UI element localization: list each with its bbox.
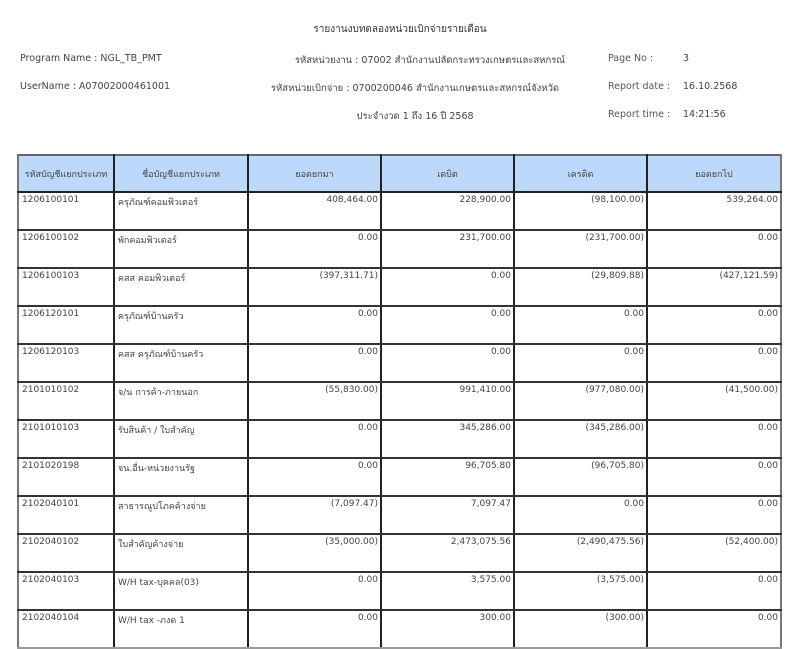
cell-credit: (300.00) (514, 610, 647, 648)
cell-account-code: 2102040102 (18, 534, 114, 572)
cell-account-code: 2101010103 (18, 420, 114, 458)
cell-debit: 300.00 (381, 610, 514, 648)
cell-opening-balance: 408,464.00 (248, 192, 381, 230)
cell-opening-balance: (7,097.47) (248, 496, 381, 534)
table-row (18, 230, 781, 268)
cell-account-name: จ/น การค้า-ภายนอก (114, 382, 248, 420)
cell-opening-balance: 0.00 (248, 230, 381, 268)
table-row (18, 610, 781, 648)
cell-account-code: 1206120103 (18, 344, 114, 382)
table-row (18, 344, 781, 382)
cell-account-name: รับสินค้า / ใบสำคัญ (114, 420, 248, 458)
cell-account-code: 2101010102 (18, 382, 114, 420)
cell-account-code: 2102040103 (18, 572, 114, 610)
cell-opening-balance: (397,311.71) (248, 268, 381, 306)
cell-closing-balance: (427,121.59) (647, 268, 781, 306)
cell-debit: 0.00 (381, 344, 514, 382)
disbursing-unit-info: รหัสหน่วยเบิกจ่าย : 0700200046 สำนักงานเกษตรและสหกรณ์จังหวัด (270, 83, 560, 94)
cell-account-name: จน.อื่น-หน่วยงานรัฐ (114, 458, 248, 496)
cell-credit: (977,080.00) (514, 382, 647, 420)
cell-closing-balance: 0.00 (647, 344, 781, 382)
cell-opening-balance: 0.00 (248, 458, 381, 496)
cell-closing-balance: 0.00 (647, 230, 781, 268)
cell-debit: 7,097.47 (381, 496, 514, 534)
cell-closing-balance: 0.00 (647, 610, 781, 648)
trial-balance-table (17, 154, 782, 649)
cell-closing-balance: 0.00 (647, 420, 781, 458)
cell-account-name: คสส คอมพิวเตอร์ (114, 268, 248, 306)
cell-opening-balance: 0.00 (248, 344, 381, 382)
page-no-value: 3 (683, 53, 690, 64)
cell-account-code: 1206100103 (18, 268, 114, 306)
cell-closing-balance: 0.00 (647, 306, 781, 344)
cell-closing-balance: (52,400.00) (647, 534, 781, 572)
cell-credit: 0.00 (514, 306, 647, 344)
cell-account-code: 1206100101 (18, 192, 114, 230)
cell-debit: 96,705.80 (381, 458, 514, 496)
table-row (18, 192, 781, 230)
cell-closing-balance: 0.00 (647, 458, 781, 496)
cell-account-code: 1206120101 (18, 306, 114, 344)
table-row (18, 572, 781, 610)
report-title: รายงานงบทดลองหน่วยเบิกจ่ายรายเดือน (313, 24, 487, 35)
table-row (18, 534, 781, 572)
column-header-closing-balance: ยอดยกไป (647, 155, 781, 192)
cell-credit: (2,490,475.56) (514, 534, 647, 572)
table-row (18, 420, 781, 458)
table-body (18, 192, 781, 648)
cell-account-name: ครุภัณฑ์คอมพิวเตอร์ (114, 192, 248, 230)
table-row (18, 268, 781, 306)
column-header-account-code: รหัสบัญชีแยกประเภท (18, 155, 114, 192)
cell-account-code: 2101020198 (18, 458, 114, 496)
cell-opening-balance: 0.00 (248, 572, 381, 610)
cell-debit: 3,575.00 (381, 572, 514, 610)
cell-credit: (345,286.00) (514, 420, 647, 458)
cell-credit: (98,100.00) (514, 192, 647, 230)
cell-debit: 345,286.00 (381, 420, 514, 458)
cell-closing-balance: (41,500.00) (647, 382, 781, 420)
cell-debit: 2,473,075.56 (381, 534, 514, 572)
cell-credit: (29,809.88) (514, 268, 647, 306)
report-date-value: 16.10.2568 (683, 81, 738, 92)
cell-account-name: ครุภัณฑ์บ้านครัว (114, 306, 248, 344)
cell-credit: (231,700.00) (514, 230, 647, 268)
program-name: Program Name : NGL_TB_PMT (20, 53, 162, 64)
cell-credit: (96,705.80) (514, 458, 647, 496)
table-header-row (18, 155, 781, 192)
cell-opening-balance: (55,830.00) (248, 382, 381, 420)
cell-opening-balance: (35,000.00) (248, 534, 381, 572)
cell-opening-balance: 0.00 (248, 306, 381, 344)
table-row (18, 306, 781, 344)
cell-credit: (3,575.00) (514, 572, 647, 610)
page-no-label: Page No : (608, 53, 654, 64)
cell-opening-balance: 0.00 (248, 610, 381, 648)
agency-info: รหัสหน่วยงาน : 07002 สำนักงานปลัดกระทรวงเกษตรและสหกรณ์ (294, 55, 566, 66)
cell-account-name: W/H tax -ภงด 1 (114, 610, 248, 648)
table-row (18, 382, 781, 420)
cell-account-name: W/H tax-บุคคล(03) (114, 572, 248, 610)
cell-opening-balance: 0.00 (248, 420, 381, 458)
column-header-account-name: ชื่อบัญชีแยกประเภท (114, 155, 248, 192)
cell-account-code: 2102040101 (18, 496, 114, 534)
cell-account-name: คสส ครุภัณฑ์บ้านครัว (114, 344, 248, 382)
column-header-credit: เครดิต (514, 155, 647, 192)
cell-closing-balance: 0.00 (647, 496, 781, 534)
table-row (18, 458, 781, 496)
cell-credit: 0.00 (514, 496, 647, 534)
cell-account-code: 1206100102 (18, 230, 114, 268)
report-date-label: Report date : (608, 81, 671, 92)
report-time-value: 14:21:56 (683, 109, 726, 120)
cell-closing-balance: 539,264.00 (647, 192, 781, 230)
report-time-label: Report time : (608, 109, 671, 120)
column-header-opening-balance: ยอดยกมา (248, 155, 381, 192)
report-period: ประจำงวด 1 ถึง 16 ปี 2568 (356, 111, 474, 122)
cell-debit: 991,410.00 (381, 382, 514, 420)
table-row (18, 496, 781, 534)
cell-debit: 228,900.00 (381, 192, 514, 230)
cell-closing-balance: 0.00 (647, 572, 781, 610)
cell-account-name: พักคอมพิวเตอร์ (114, 230, 248, 268)
user-name: UserName : A07002000461001 (20, 81, 171, 92)
cell-account-name: ใบสำคัญค้างจ่าย (114, 534, 248, 572)
cell-account-code: 2102040104 (18, 610, 114, 648)
cell-debit: 231,700.00 (381, 230, 514, 268)
column-header-debit: เดบิต (381, 155, 514, 192)
cell-debit: 0.00 (381, 268, 514, 306)
cell-debit: 0.00 (381, 306, 514, 344)
cell-credit: 0.00 (514, 344, 647, 382)
cell-account-name: สาธารณูปโภคค้างจ่าย (114, 496, 248, 534)
